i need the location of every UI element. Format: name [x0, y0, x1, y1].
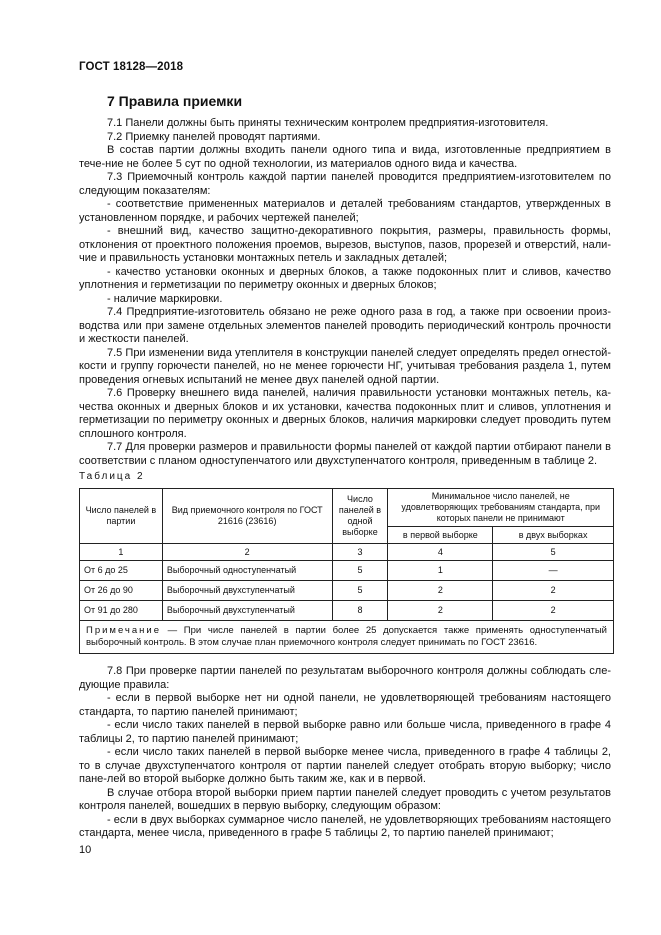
list-item: - внешний вид, качество защитно-декоративного покрытия, размеры, правильность формы, отклонения от проектного положения проемов, вырезов, выступов, пазов, прорезей и отверстий, нали-чие и правильность установки монтажных петель и закладных деталей; — [79, 225, 611, 264]
paragraph: В случае отбора второй выборки прием партии панелей следует проводить с учетом результатов контроля панелей, вошедших в первую выборку, следующим образом: — [79, 786, 611, 812]
list-item: - наличие маркировки. — [107, 292, 223, 305]
paragraph: 7.5 При изменении вида утеплителя в конструкции панелей следует определять предел огнестой-кости и группу горючести панелей, но не менее горючести НГ, учитывая требования раздела 1, путем проведения огневых испытаний не менее двух панелей одной партии. — [79, 346, 611, 386]
cell-first: 2 — [388, 601, 493, 621]
cell-sample: 5 — [332, 561, 388, 581]
page-number: 10 — [79, 844, 92, 856]
cell-lot: От 91 до 280 — [80, 601, 163, 621]
header-sample-size: Число панелей в одной выборке — [332, 489, 388, 544]
list-item: - если в двух выборках суммарное число панелей, не удовлетворяющих требованиям настоящего стандарта, менее числа, приведенного в графе 5 таблицы 2, то партию панелей принимают; — [79, 813, 611, 839]
paragraph: 7.8 При проверке партии панелей по результатам выборочного контроля должны соблюдать сле-дующие правила: — [79, 665, 611, 691]
cell-lot: От 26 до 90 — [80, 581, 163, 601]
cell-lot: От 6 до 25 — [80, 561, 163, 581]
paragraph: 7.3 Приемочный контроль каждой партии панелей проводится предприятием-изготовителем по следующим показателям: — [79, 171, 611, 197]
cell-type: Выборочный двухступенчатый — [162, 601, 332, 621]
cell-type: Выборочный одноступенчатый — [162, 561, 332, 581]
standard-header: ГОСТ 18128—2018 — [79, 61, 184, 73]
cell-sample: 5 — [332, 581, 388, 601]
section-body-bottom — [79, 665, 611, 841]
cell-first: 2 — [388, 581, 493, 601]
list-item: - если число таких панелей в первой выборке равно или больше числа, приведенного в графе 4 таблицы 2, то партию панелей принимают; — [79, 719, 611, 745]
paragraph: 7.1 Панели должны быть приняты техническим контролем предприятия-изготовителя. — [107, 117, 549, 129]
list-item: - если в первой выборке нет ни одной панели, не удовлетворяющей требованиям настоящего стандарта, то партию панелей принимают; — [79, 692, 611, 718]
column-number: 2 — [162, 544, 332, 561]
table-note-row — [80, 621, 614, 654]
paragraph: 7.4 Предприятие-изготовитель обязано не реже одного раза в год, а также при освоении произ-водства или при замене отдельных элементов панелей проводить периодический контроль прочности и жесткости панелей. — [79, 306, 611, 345]
cell-both: 2 — [493, 581, 614, 601]
acceptance-table — [79, 488, 614, 654]
paragraph: В состав партии должны входить панели одного типа и вида, изготовленные предприятием в тече-ние не более 5 сут по одной технологии, из материалов одного вида и качества. — [79, 144, 611, 170]
table-caption: Таблица 2 — [79, 471, 145, 482]
table-row — [80, 601, 614, 621]
header-min-reject: Минимальное число панелей, не удовлетворяющих требованиям стандарта, при которых панели не принимают — [388, 489, 614, 527]
header-both-samples: в двух выборках — [493, 527, 614, 544]
header-control-type: Вид приемочного контроля по ГОСТ 21616 (23616) — [162, 489, 332, 544]
cell-both: 2 — [493, 601, 614, 621]
column-number: 3 — [332, 544, 388, 561]
list-item: - качество установки оконных и дверных блоков, а также подоконных плит и сливов, качество уплотнения и герметизации по периметру оконных и дверных блоков; — [79, 265, 611, 291]
note-text: — При числе панелей в партии более 25 допускается также применять одноступенчатый выборочный контроль. В этом случае план приемочного контроля следует принимать по ГОСТ 23616. — [86, 625, 607, 648]
section-body-top — [79, 117, 611, 468]
paragraph: 7.7 Для проверки размеров и правильности формы панелей от каждой партии отбирают панели в соответствии с планом одноступенчатого или двухступенчатого контроля, приведенным в таблице 2. — [79, 441, 611, 467]
cell-type: Выборочный двухступенчатый — [162, 581, 332, 601]
list-item: - соответствие примененных материалов и деталей требованиям стандартов, утвержденных в установленном порядке, и рабочих чертежей панелей; — [79, 198, 611, 224]
table-number-row — [80, 544, 614, 561]
header-first-sample: в первой выборке — [388, 527, 493, 544]
column-number: 4 — [388, 544, 493, 561]
paragraph: 7.2 Приемку панелей проводят партиями. — [107, 130, 321, 143]
cell-first: 1 — [388, 561, 493, 581]
note-label: Примечание — [86, 625, 161, 636]
list-item: - если число таких панелей в первой выборке менее числа, приведенного в графе 4 таблицы 2, то в случае двухступенчатого контроля от партии панелей следует отобрать вторую выборку; число пане-лей во второй выборке должно быть таким же, как и в первой. — [79, 746, 611, 785]
section-title: 7 Правила приемки — [107, 93, 243, 109]
table-row — [80, 581, 614, 601]
table-header-row — [80, 489, 614, 527]
column-number: 5 — [493, 544, 614, 561]
cell-sample: 8 — [332, 601, 388, 621]
cell-both: — — [493, 561, 614, 581]
table-note — [80, 621, 614, 654]
table-row — [80, 561, 614, 581]
column-number: 1 — [80, 544, 163, 561]
paragraph: 7.6 Проверку внешнего вида панелей, наличия правильности установки монтажных петель, ка-чества оконных и дверных блоков и их установки, качества подоконных плит и сливов, уплотнения и герметизации по периметру оконных и дверных блоков, наличия маркировки следует проводить путем сплошного контроля. — [79, 387, 611, 440]
header-lot-size: Число панелей в партии — [80, 489, 163, 544]
